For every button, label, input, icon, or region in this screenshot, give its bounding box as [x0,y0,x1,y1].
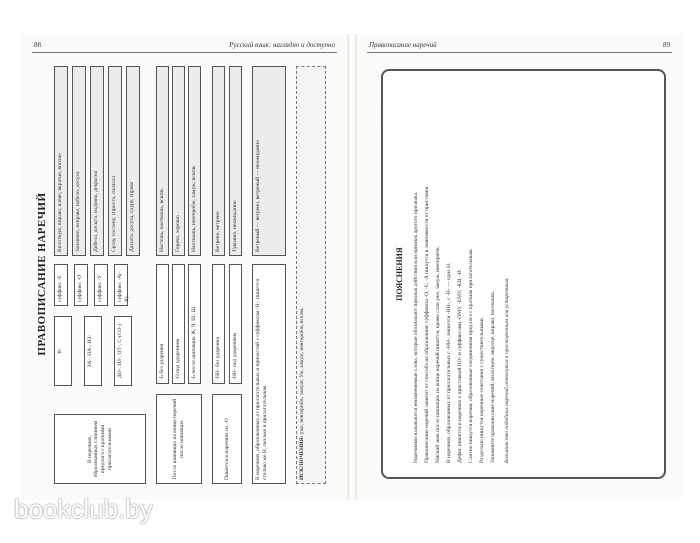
right-page-number: 89 [663,41,670,49]
explanation-paragraph: Мягкий знак после шипящих на конце наречий пишется, кроме слов уже, замуж, невтерпёж. [434,245,441,463]
explanation-paragraph: Запомните правописание наречий: вплотную, вкратце, вправо, наотмашь. [489,290,496,463]
book-gutter [347,34,357,500]
exceptions-box: ИСКЛЮЧЕНИЯ: уже, невтерпёж, замуж; Уж, замуж, невтерпёж, вскачь [296,66,326,484]
right-running-title: Правописание наречий [369,41,437,49]
prefix-box-1: В- [54,316,72,386]
explanations-title: ПОЯСНЕНИЯ [395,247,404,301]
explanation-paragraph: Дефис пишется в наречиях с приставкой ПО- и суффиксами -ОМУ, -ЕМУ, -КИ, -И. [456,268,463,463]
example-row-2: Зананово, направо, набело, досуха [72,66,86,256]
exceptions-label: ИСКЛЮЧЕНИЯ: [299,435,305,480]
exception-item-1: уже, невтерпёж, замуж [299,380,305,435]
bookclub-watermark: bookclub.by [14,494,153,524]
explanation-paragraph: В наречиях, образованных от прилагательных с -НН-, пишется -НН-, с -Н- — одна Н. [445,262,452,463]
nn-example-1: Ветрено, ветрено [212,66,225,256]
right-running-header [367,40,672,53]
right-rotated-content [381,69,666,479]
section-title: ПРАВОПИСАНИЕ НАРЕЧИЙ [36,192,48,356]
explanation-paragraph: Раздельно пишутся наречные сочетания с существительными. [478,316,485,463]
nn-rule-1: -НН- без ударения [212,264,225,384]
suffix-label-2: суффикс -О [74,264,88,306]
root-rule-box: В наречиях, образованных слиянием предлога с краткими прилагательными [54,414,146,484]
hissing-example-3: Наотмашь, невтерпёж, замуж, вскачь [188,66,201,256]
suffix-label-4: суффикс -А(-Я) [114,264,128,306]
bottom-rule-box: В наречиях, образованных от прилагательных и причастий с суффиксом -Н-, пишется столько же Н, сколько в прилагательном. [252,264,286,484]
suffix-label-1: суффикс -Е [54,264,68,306]
left-running-title: Русский язык: наглядно и доступно [229,41,335,49]
exception-item-2: Уж, замуж, невтерпёж, вскачь [299,308,305,378]
left-page-number: 88 [34,41,41,49]
explanation-footnote: Большинство подобных наречий относится к просторечным или устаревшим. [503,277,510,463]
bottom-rule-examples: Ветреный — ветрено, ветреный — неожиданно [252,66,286,256]
hissing-rule-1: -Ь без ударения [156,264,169,384]
hissing-rule-3: -Ь после шипящих Ж, Ч, Ш, Щ [188,264,201,384]
explanations-frame [381,69,666,479]
suffix-label-3: суффикс -У [94,264,108,306]
explanation-paragraph: Слитно пишутся наречия, образованные соединением предлога с кратким прилагательным. [467,248,474,463]
example-row-1: Вплотную, вправо, влево, вкратце, вполне [54,66,68,256]
hissing-rule-2: -О под ударением [172,264,185,384]
explanation-paragraph: Наречиями называются неизменяемые слова, которые обозначают признак действия или признак другого признака. [413,191,419,463]
nn-rule-box: Пишется в наречиях на -О [212,394,242,484]
right-page [357,34,682,500]
nn-rule-2: -НН- под ударением [229,264,242,384]
prefix-box-3: ДО-, ИЗ-, ОТ-, С-(СО-) [114,316,132,386]
explanation-paragraph: Правописание наречий зависит от способа их образования: суффиксы -О, -Е, -А пишутся в зависимости от приставки. [423,185,430,463]
hissing-example-1: Настежь, наотмашь, вскачь [156,66,169,256]
left-rotated-content [34,64,334,484]
example-row-5: Досыта, досуха, сдуру, справа [126,66,140,256]
hissing-example-2: Горячо, хорошо [172,66,185,256]
example-row-4: Сразу, сослепу, спроста, сначала [108,66,122,256]
hissing-rule-box: После шипящих на конце наречий после шипящих [156,394,202,484]
nn-example-2: Туманно, неожиданно [229,66,242,256]
book-spread [22,34,682,500]
explanations-body [413,85,515,463]
left-page [22,34,347,500]
prefix-box-2: ЗА-, НА-, ИЗ- [84,316,102,386]
left-running-header [32,40,337,53]
example-row-3: Добела, досыта, издавна, докрасна [90,66,104,256]
